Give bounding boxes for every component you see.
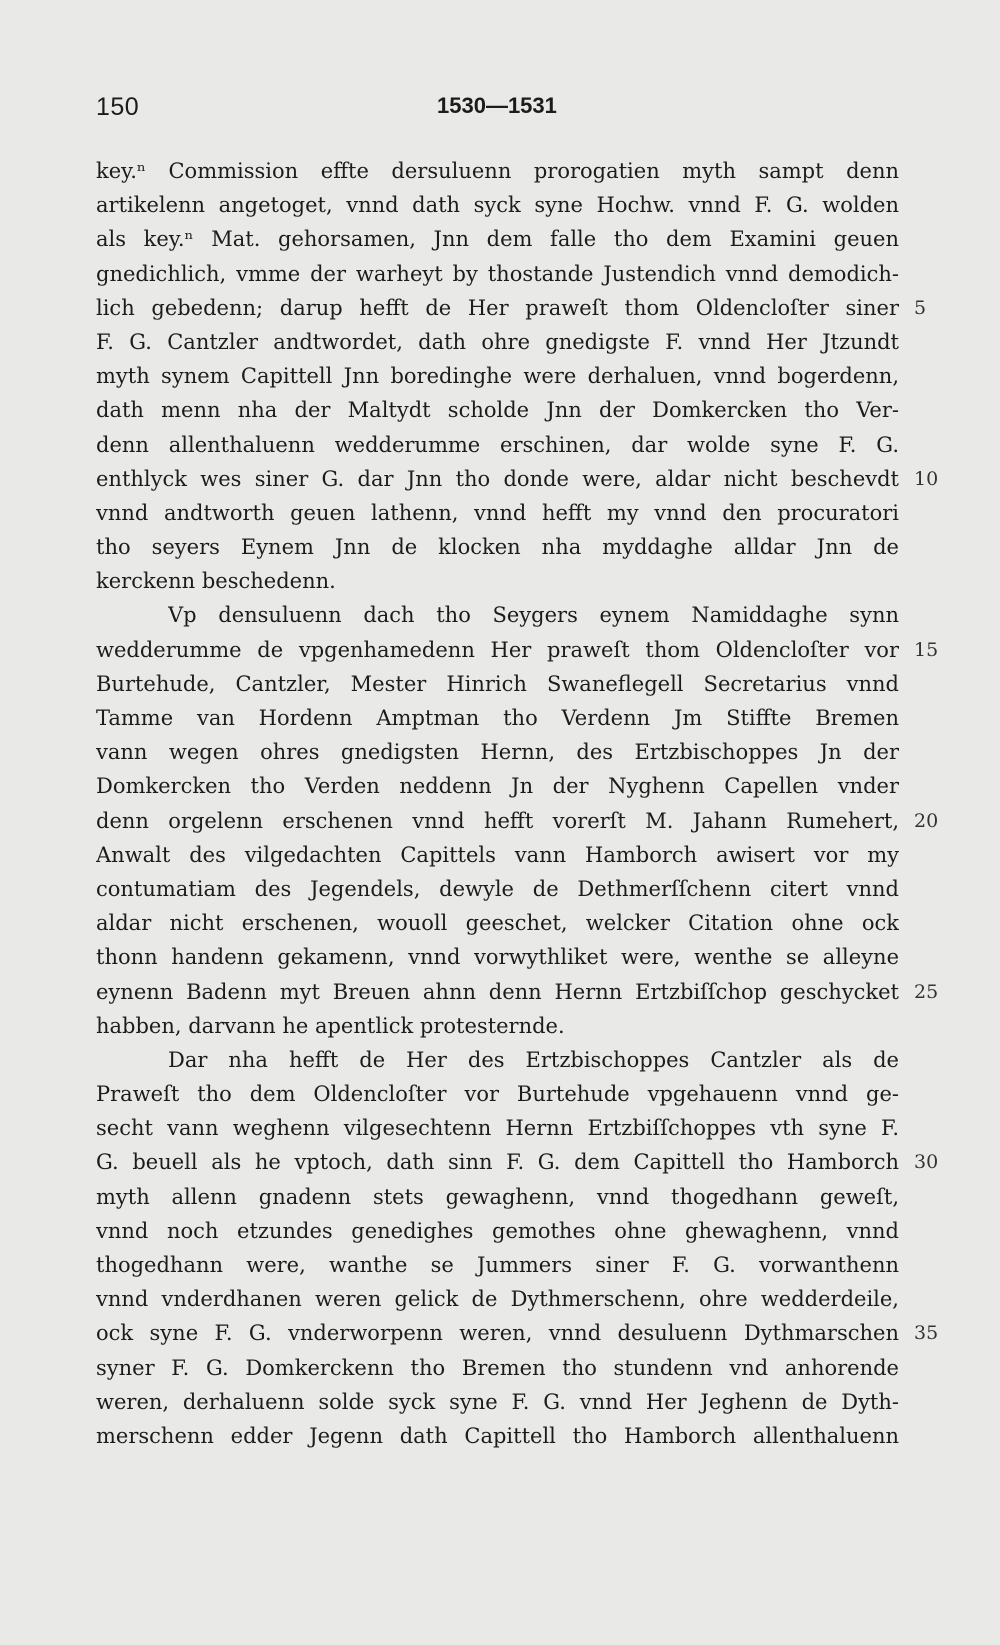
text-line <box>96 1282 899 1316</box>
line-text: enthlyck wes siner G. dar Jnn tho donde were, aldar nicht beschevdt <box>96 466 899 491</box>
text-line <box>96 462 939 496</box>
line-text: Tamme van Hordenn Amptman tho Verdenn Jm Stiffte Bremen <box>96 706 899 730</box>
text-line <box>96 428 899 462</box>
text-line <box>96 564 899 598</box>
line-text: habben, darvann he apentlick protesternde. <box>96 1013 565 1038</box>
line-text: lich gebedenn; darup hefft de Her praweſt thom Oldencloſter siner <box>96 295 899 320</box>
text-line <box>96 188 899 222</box>
body-text <box>96 154 939 1453</box>
line-text: contumatiam des Jegendels, dewyle de Dethmerſſchenn citert vnnd <box>96 876 899 901</box>
line-text: vnnd noch etzundes genedighes gemothes ohne ghewaghenn, vnnd <box>96 1218 899 1243</box>
line-text: key.ⁿ Commission effte dersuluenn prorogatien myth sampt denn <box>96 159 899 183</box>
text-line <box>96 222 899 256</box>
line-text: F. G. Cantzler andtwordet, dath ohre gnedigste F. vnnd Her Jtzundt <box>96 329 899 354</box>
line-text: gnedichlich, vmme der warheyt by thostande Justendich vnnd demodich- <box>96 261 899 286</box>
line-number: 10 <box>914 467 939 490</box>
text-line <box>96 359 899 393</box>
line-text: Vp densuluenn dach tho Seygers eynem Namiddaghe synn <box>168 603 899 628</box>
text-line <box>96 325 899 359</box>
line-text: artikelenn angetoget, vnnd dath syck syne Hochw. vnnd F. G. wolden <box>96 193 899 218</box>
line-number: 25 <box>914 980 939 1003</box>
text-line <box>96 804 939 838</box>
line-text: vann wegen ohres gnedigsten Hernn, des Ertzbischoppes Jn der <box>96 740 899 765</box>
line-text: secht vann weghenn vilgesechtenn Hernn Ertzbiſſchoppes vth syne F. <box>96 1116 899 1141</box>
text-line <box>96 838 899 872</box>
line-text: als key.ⁿ Mat. gehorsamen, Jnn dem falle tho dem Examini geuen <box>96 227 899 252</box>
line-text: eynenn Badenn myt Breuen ahnn denn Hernn Ertzbiſſchop geschycket <box>96 979 899 1004</box>
text-line <box>96 1385 899 1419</box>
line-number: 5 <box>914 296 927 319</box>
line-text: Dar nha hefft de Her des Ertzbischoppes Cantzler als de <box>168 1047 899 1072</box>
text-line <box>96 906 899 940</box>
text-line <box>96 1351 899 1385</box>
line-text: aldar nicht erschenen, wouoll geeschet, welcker Citation ohne ock <box>96 911 899 936</box>
line-text: kerckenn beschedenn. <box>96 569 336 594</box>
line-text: vnnd andtworth geuen lathenn, vnnd hefft my vnnd den procuratori <box>96 500 899 525</box>
text-line <box>96 1316 939 1350</box>
line-text: dath menn nha der Maltydt scholde Jnn der Domkercken tho Ver- <box>96 398 899 423</box>
line-text: G. beuell als he vptoch, dath sinn F. G. dem Capittell tho Hamborch <box>96 1150 899 1175</box>
line-number: 15 <box>914 638 939 661</box>
line-text: denn allenthaluenn wedderumme erschinen, dar wolde syne F. G. <box>96 432 899 457</box>
line-number: 35 <box>914 1322 939 1345</box>
line-text: merschenn edder Jegenn dath Capittell tho Hamborch allenthaluenn <box>96 1423 899 1448</box>
text-line <box>96 1145 939 1179</box>
line-text: syner F. G. Domkerckenn tho Bremen tho stundenn vnd anhorende <box>96 1355 899 1380</box>
text-line <box>96 291 927 325</box>
text-line <box>96 393 899 427</box>
line-number: 20 <box>914 809 939 832</box>
line-text: thogedhann were, wanthe se Jummers siner F. G. vorwanthenn <box>96 1253 899 1277</box>
line-text: Anwalt des vilgedachten Capittels vann Hamborch awisert vor my <box>96 842 899 867</box>
text-line <box>96 1214 899 1248</box>
line-text: Burtehude, Cantzler, Mester Hinrich Swaneflegell Secretarius vnnd <box>96 671 899 696</box>
page-number: 150 <box>96 93 140 121</box>
text-line <box>96 975 939 1009</box>
line-text: tho seyers Eynem Jnn de klocken nha myddaghe alldar Jnn de <box>96 535 899 560</box>
line-text: Praweſt tho dem Oldencloſter vor Burtehude vpgehauenn vnnd ge- <box>96 1082 899 1107</box>
text-line <box>96 667 899 701</box>
text-line <box>96 1419 899 1453</box>
text-line <box>96 1248 899 1282</box>
line-text: Domkercken tho Verden neddenn Jn der Nyghenn Capellen vnder <box>96 774 899 799</box>
text-line <box>96 701 899 735</box>
line-number: 30 <box>914 1151 939 1174</box>
line-text: denn orgelenn erschenen vnnd hefft vorerſt M. Jahann Rumehert, <box>96 808 899 833</box>
text-line <box>96 769 899 803</box>
text-line <box>96 872 899 906</box>
line-text: ock syne F. G. vnderworpenn weren, vnnd desuluenn Dythmarschen <box>96 1321 899 1346</box>
line-text: weren, derhaluenn solde syck syne F. G. vnnd Her Jeghenn de Dyth- <box>96 1389 899 1414</box>
text-line <box>96 940 899 974</box>
text-line <box>96 530 899 564</box>
text-line <box>96 1043 899 1077</box>
text-line <box>96 1180 899 1214</box>
text-line <box>96 598 899 632</box>
text-line <box>96 496 899 530</box>
line-text: myth allenn gnadenn stets gewaghenn, vnnd thogedhann geweſt, <box>96 1184 899 1209</box>
text-line <box>96 633 939 667</box>
text-line <box>96 1077 899 1111</box>
line-text: thonn handenn gekamenn, vnnd vorwythliket were, wenthe se alleyne <box>96 945 899 970</box>
text-line <box>96 257 899 291</box>
line-text: myth synem Capittell Jnn boredinghe were derhaluen, vnnd bogerdenn, <box>96 364 899 389</box>
text-line <box>96 1111 899 1145</box>
text-line <box>96 735 899 769</box>
running-head: 1530—1531 <box>437 93 557 118</box>
line-text: wedderumme de vpgenhamedenn Her praweſt thom Oldencloſter vor <box>96 637 899 662</box>
text-line <box>96 1009 899 1043</box>
line-text: vnnd vnderdhanen weren gelick de Dythmerschenn, ohre wedderdeile, <box>96 1287 899 1312</box>
text-line <box>96 154 899 188</box>
